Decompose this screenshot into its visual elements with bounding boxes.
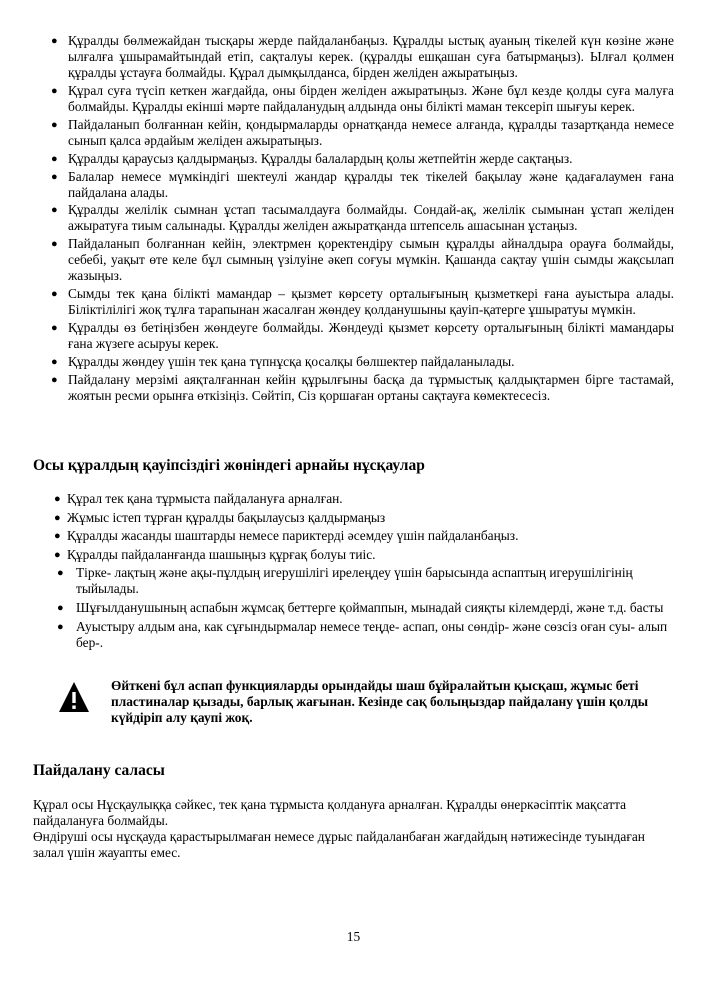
- bullet-icon: ●: [57, 601, 64, 614]
- list-item: ● Құралды өз бетіңізбен жөндеуге болмайды. Жөндеуді қызмет көрсету орталығының білікті мамандары ғана жүзеге асыруы керек.: [51, 320, 674, 352]
- list-item: ● Пайдаланып болғаннан кейін, электрмен қоректендіру сымын құралды айналдыра орауға болмайды, себебі, уақыт өте келе бұл сымның үзілуіне әкеп соғуы мүмкін. Қашанда сақтау үшін сымды жақсылап жазыңыз.: [51, 236, 674, 284]
- bullet-icon: ●: [57, 620, 64, 633]
- bullet-icon: ●: [51, 204, 58, 217]
- bullet-icon: ●: [54, 511, 61, 524]
- list-item: ● Құрал тек қана тұрмыста пайдалануға арналған.: [54, 491, 343, 506]
- list-item: ● Құралды желілік сымнан ұстап тасымалдауға болмайды. Сондай-ақ, желілік сымынан ұстап желіден ажыратуға тиым салынады. Құралды желіден ажыратқанда штепсель ашасынан ұстаңыз.: [51, 202, 674, 234]
- special-instructions-heading: Осы құралдың қауіпсіздігі жөніндегі арнайы нұсқаулар: [33, 457, 425, 474]
- bullet-icon: ●: [51, 152, 58, 165]
- list-item: ● Пайдаланып болғаннан кейін, қондырмаларды орнатқанда немесе алғанда, құралды тазартқанда немесе сынып қалса әрдайым желіден ажыратыңыз.: [51, 116, 674, 148]
- list-item: ● Құралды бөлмежайдан тысқары жерде пайдаланбаңыз. Құралды ыстық ауаның тікелей күн көзіне және ылғалға ұшырамайтындай етіп, сақталуы керек. (құралды ешқашан суға батырмаңыз). Ылғал қолмен құралды ұстауға болмайды. Құрал дымқылданса, бірден желіден ажыратыңыз.: [51, 33, 674, 80]
- list-item: ● Құралды жасанды шаштарды немесе париктерді әсемдеу үшін пайдаланбаңыз.: [54, 528, 519, 544]
- list-item: ● Құралды жөндеу үшін тек қана түпнұсқа қосалқы бөлшектер пайдаланылады.: [51, 354, 515, 370]
- list-item: ● Балалар немесе мүмкіндігі шектеулі жандар құралды тек тікелей бақылау және қадағалаумен ғана пайдалана алады.: [51, 168, 674, 200]
- list-item: ● Шұғылданушының аспабын жұмсақ беттерге қоймаппын, мынадай сияқты кілемдерді, және т.д. басты: [57, 599, 664, 615]
- usage-paragraph: Өндіруші осы нұсқауда қарастырылмаған немесе дұрыс пайдаланбаған жағдайдың нәтижесінде туындаған залал үшін жауапты емес.: [33, 829, 645, 860]
- list-item: ● Тірке- лақтың және ақы-пұлдың игерушілігі ирелеңдеу үшін барысында аспаптың игерушілігінің тыйылады.: [57, 565, 633, 597]
- warning-triangle-icon: [57, 680, 91, 714]
- bullet-icon: ●: [57, 567, 64, 580]
- bullet-icon: ●: [51, 170, 58, 183]
- bullet-icon: ●: [51, 288, 58, 301]
- list-item: ● Ауыстыру алдым ана, как сұғындырмалар немесе теңде- аспап, оны сөндір- және сөзсіз оған суы- алып бер-.: [57, 618, 668, 650]
- bullet-icon: ●: [51, 373, 58, 386]
- bullet-icon: ●: [51, 322, 58, 335]
- bullet-icon: ●: [51, 118, 58, 131]
- warning-text: Өйткені бұл аспап функцияларды орындайды шаш бұйралайтын қысқаш, жұмыс беті пластиналар қызады, барлық жағынан. Кезінде сақ болыңыздар пайдалану үшін қолды күйдіріп алу қаупі жоқ.: [111, 678, 649, 725]
- list-item: ● Сымды тек қана білікті мамандар – қызмет көрсету орталығының қызметкері ғана ауыстыра алады. Біліктілілігі жоқ тұлға тарапынан жасалған жөндеу қолданушыны қауіп-қатерге ұшыратуы мүмкін.: [51, 286, 674, 318]
- bullet-icon: ●: [51, 35, 58, 47]
- bullet-icon: ●: [51, 84, 58, 97]
- list-item: ● Құрал суға түсіп кеткен жағдайда, оны бірден желіден ажыратыңыз. Және бұл кезде қолды суға малуға болмайды. Құралды екінші мәрте пайдаланудың алдында оны білікті маман тексеріп шығуы керек.: [51, 82, 674, 114]
- bullet-icon: ●: [51, 356, 58, 369]
- list-item: ● Жұмыс істеп тұрған құралды бақылаусыз қалдырмаңыз: [54, 509, 386, 525]
- page-number: 15: [346, 929, 361, 944]
- bullet-icon: ●: [54, 493, 61, 505]
- special-instructions-list: [54, 491, 674, 653]
- usage-paragraph: Құрал осы Нұсқаулыққа сәйкес, тек қана тұрмыста қолдануға арналған. Құралды өнеркәсіптік мақсатта пайдалануға болмайды.: [33, 797, 627, 828]
- bullet-icon: ●: [54, 530, 61, 543]
- safety-instructions-list: [51, 33, 674, 406]
- usage-area-heading: Пайдалану саласы: [33, 762, 165, 779]
- usage-area-text: [33, 797, 678, 861]
- bullet-icon: ●: [51, 238, 58, 251]
- list-item: ● Құралды пайдаланғанда шашыңыз құрғақ болуы тиіс.: [54, 546, 376, 562]
- list-item: ● Пайдалану мерзімі аяқталғаннан кейін құрылғыны басқа да тұрмыстық қалдықтармен бірге тастамай, жоятын ресми орынға өткізіңіз. Сөйтіп, Сіз қоршаған ортаны сақтауға көмектесесіз.: [51, 371, 674, 403]
- list-item: ● Құралды қараусыз қалдырмаңыз. Құралды балалардың қолы жетпейтін жерде сақтаңыз.: [51, 150, 573, 166]
- bullet-icon: ●: [54, 548, 61, 561]
